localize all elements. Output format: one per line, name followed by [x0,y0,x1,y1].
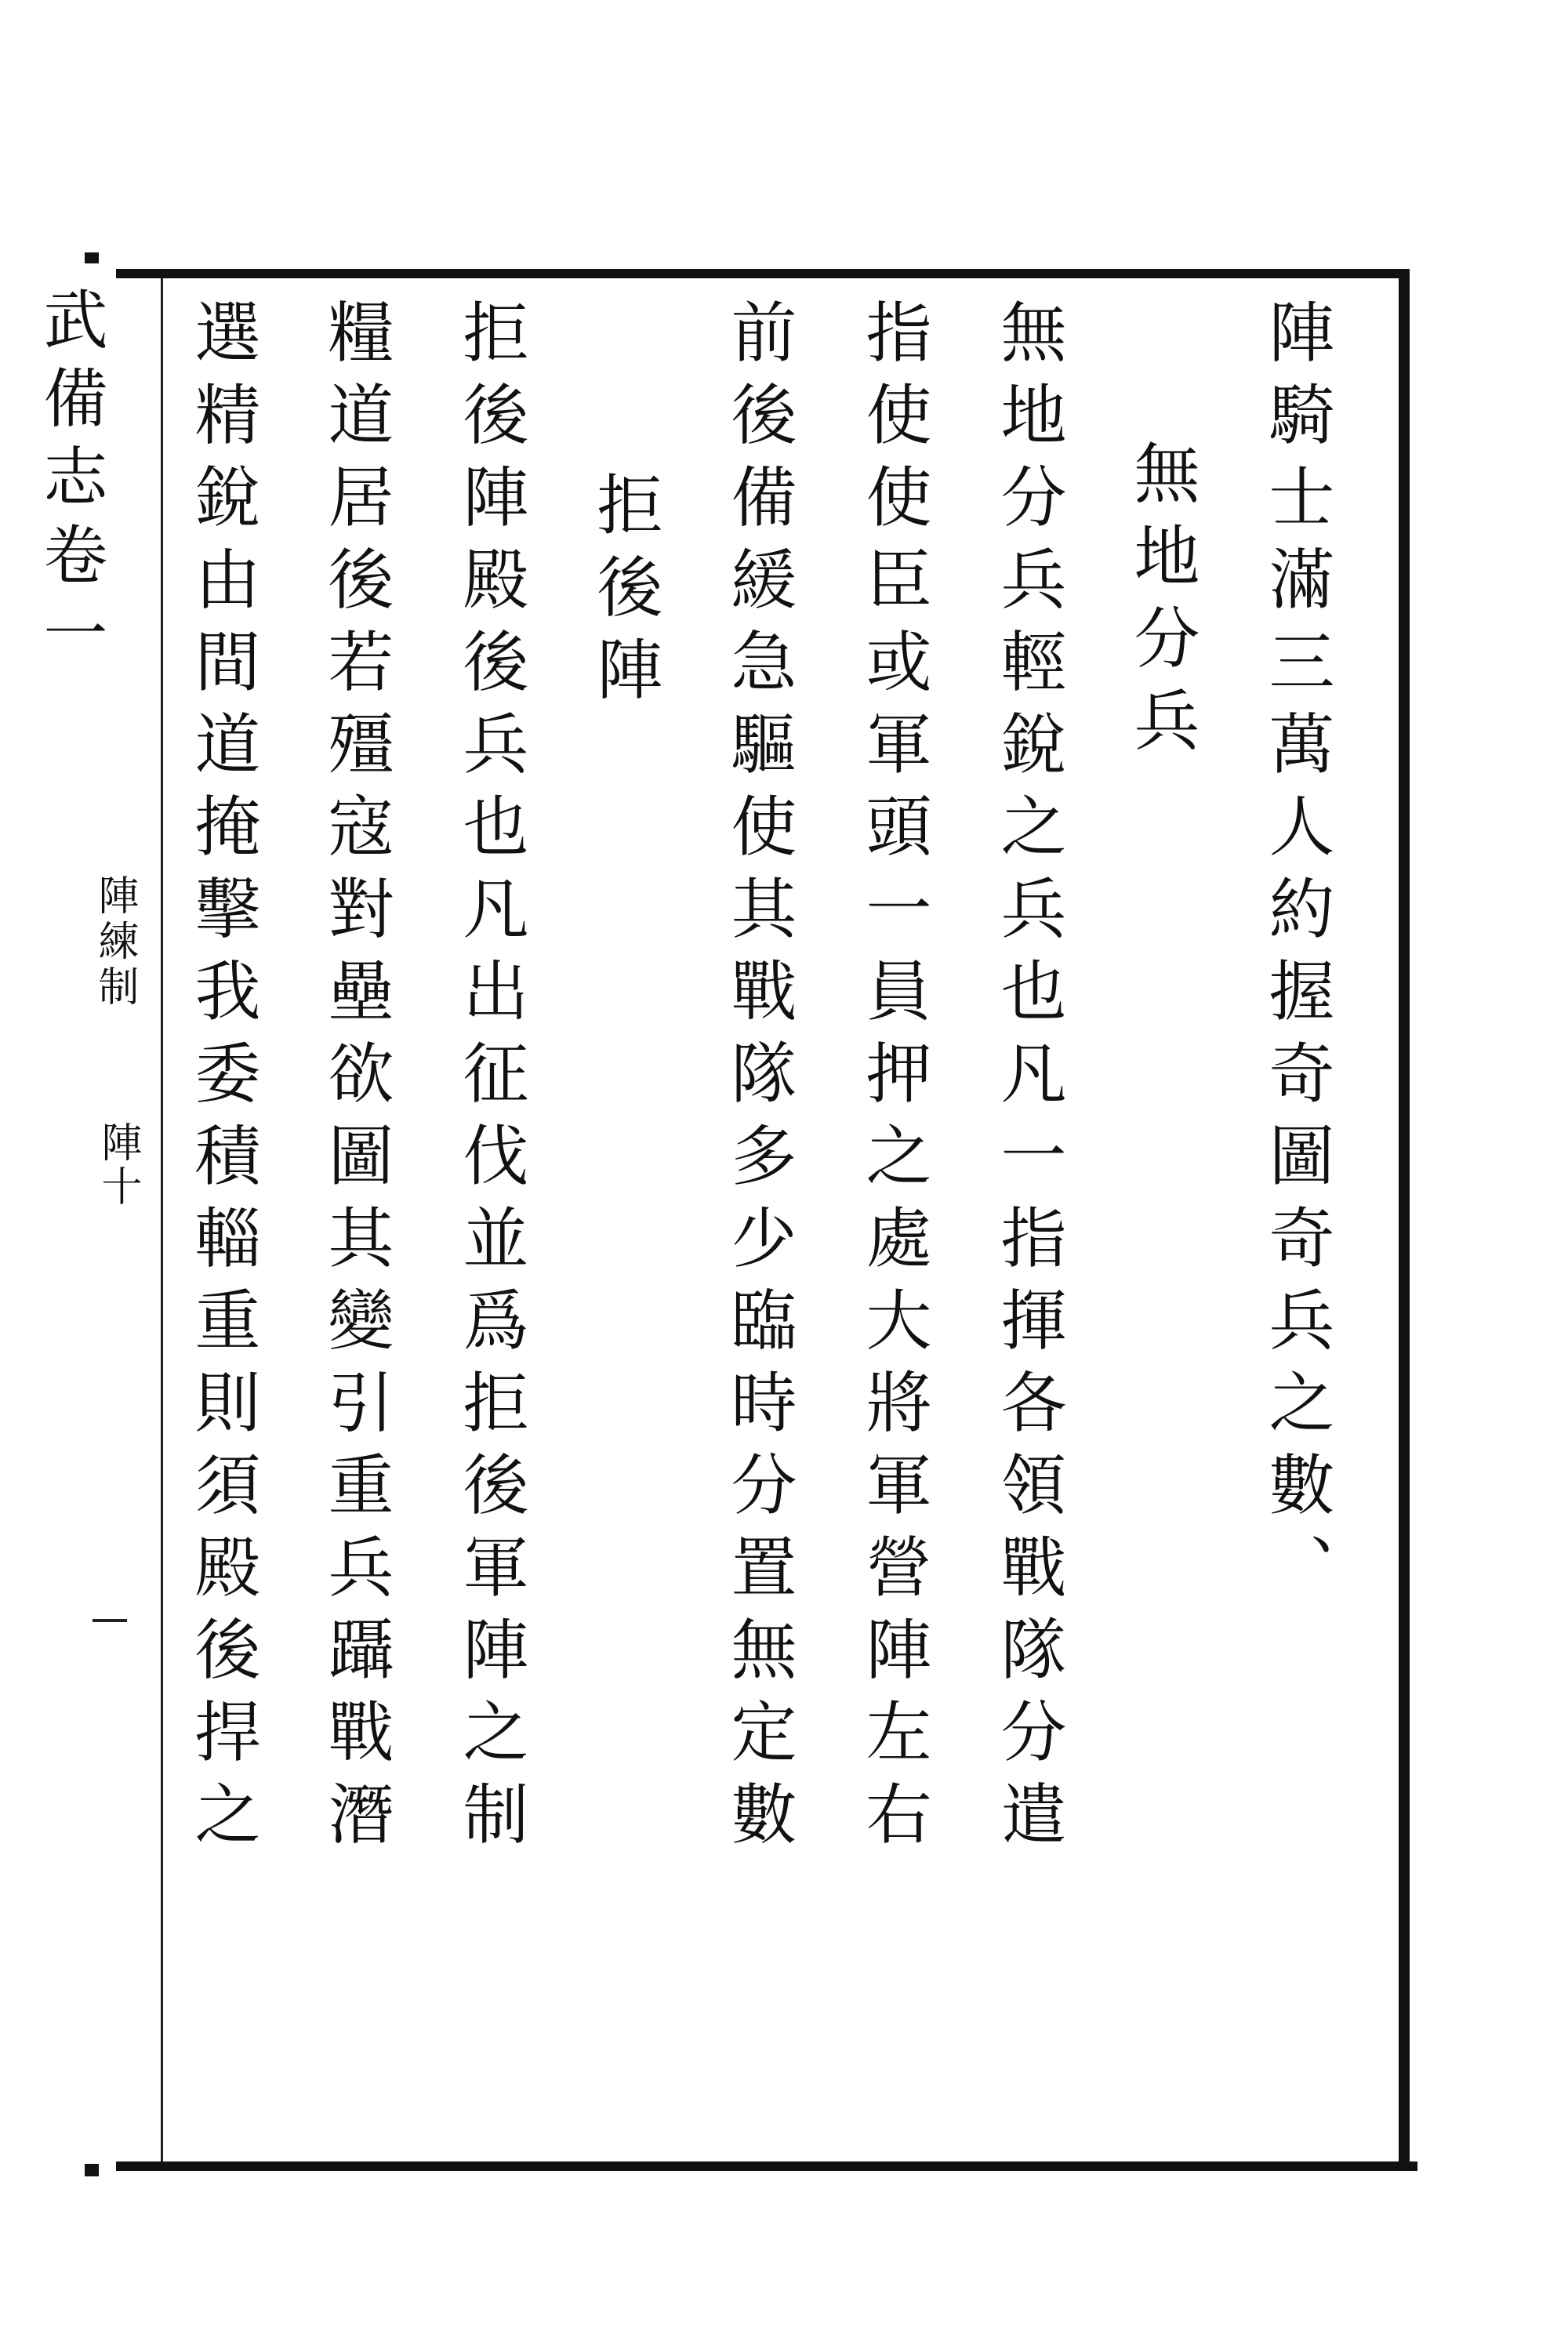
text-column-9: 選精銳由間道掩擊我委積輜重則須殿後捍之 [184,298,261,1862]
corner-mark-bottom [85,2164,99,2176]
margin-book-title: 武備志卷一 [33,286,107,678]
section-heading-juhou: 拒後陣 [586,470,663,717]
page-frame-bottom [116,2161,1417,2171]
text-column-1: 陣騎士滿三萬人約握奇圖奇兵之數、 [1258,298,1335,1615]
page-frame-top [116,269,1410,278]
section-heading-wudi: 無地分兵 [1123,439,1200,768]
margin-rule [161,278,163,2161]
text-column-8: 糧道居後若殭寇對壘欲圖其變引重兵躡戰潛 [318,298,394,1862]
text-column-7: 拒後陣殿後兵也凡出征伐並爲拒後軍陣之制 [452,298,529,1862]
page-frame-right [1399,269,1410,2171]
margin-section-title: 陣練制 [91,874,138,1011]
margin-page-number: 陣十 [94,1121,141,1209]
fold-mark [93,1619,127,1622]
corner-mark-top [85,252,99,263]
text-column-4: 指使使臣或軍頭一員押之處大將軍營陣左右 [855,298,932,1862]
text-column-5: 前後備緩急驅使其戰隊多少臨時分置無定數 [720,298,797,1862]
text-column-3: 無地分兵輕銳之兵也凡一指揮各領戰隊分遣 [990,298,1067,1862]
